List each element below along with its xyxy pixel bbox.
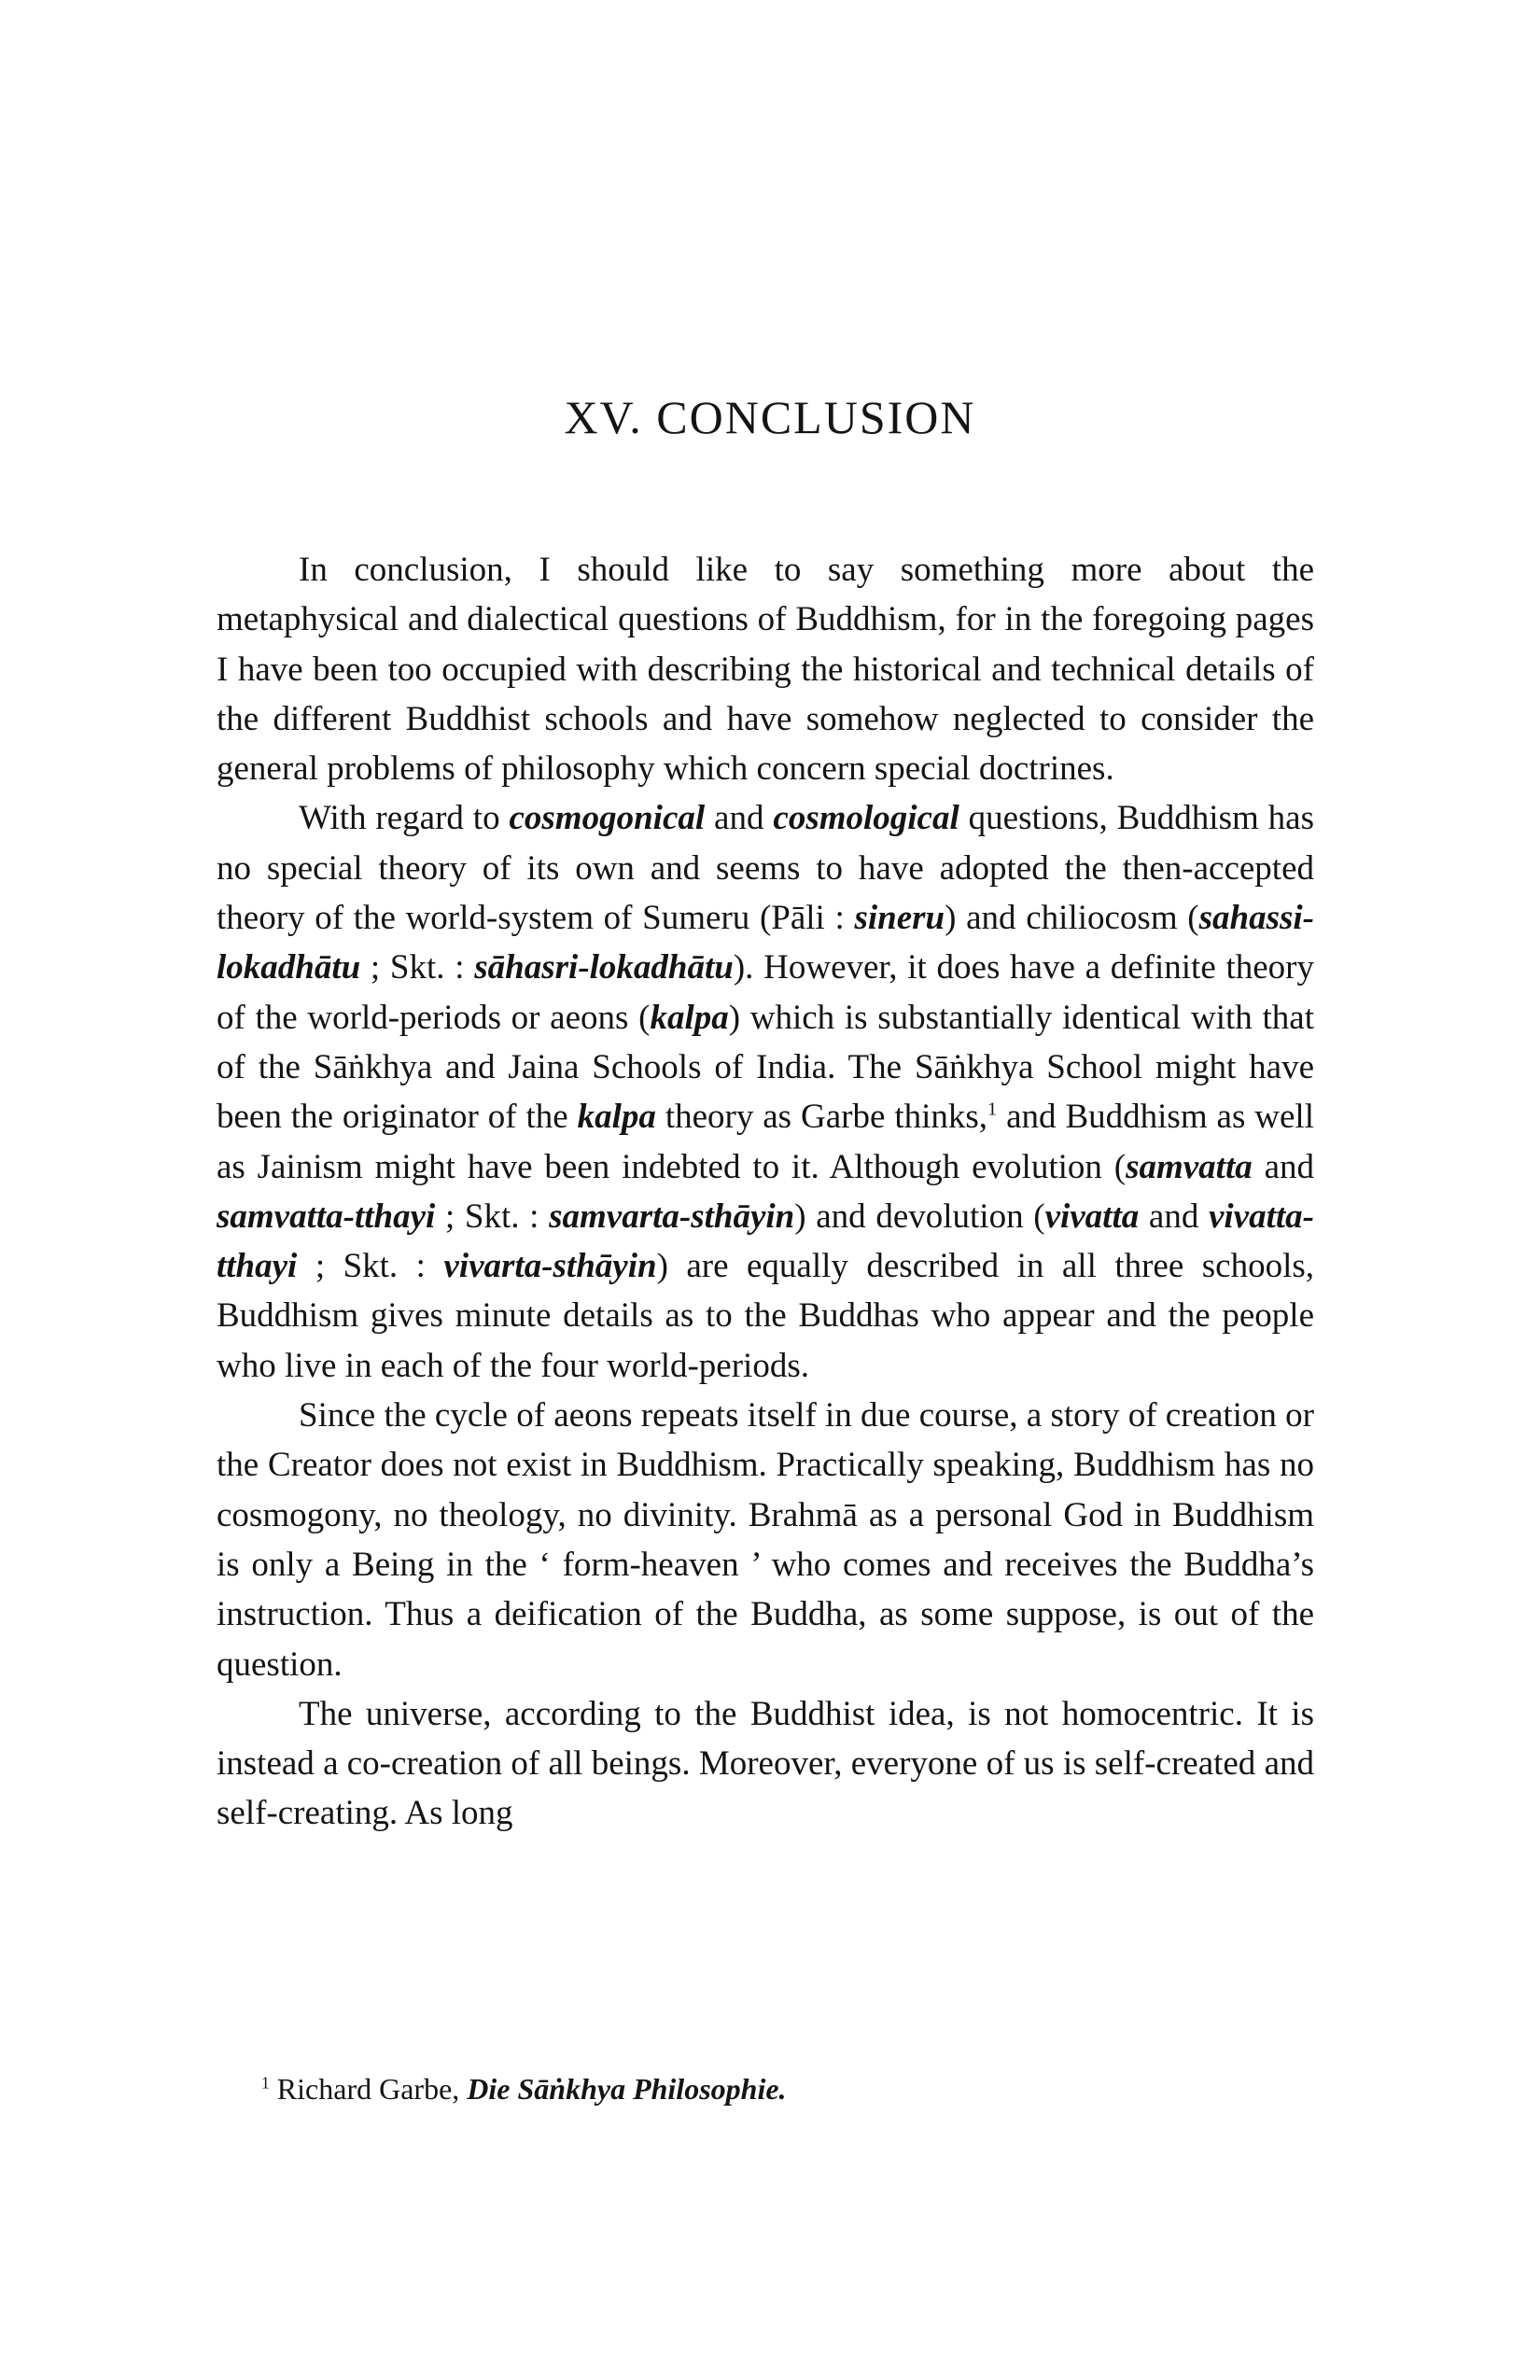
text-run: ) which is substantially identical with that of the Sāṅkhya and Jaina Schools of India. The Sāṅkhya School might have been the originator of the	[217, 998, 1314, 1137]
text-run: In conclusion, I should like to say something more about the metaphysical and dialectical questions of Buddhism, for in the foregoing pages I have been too occupied with describing the historical and technical details of the different Buddhist schools and have somehow neglected to consider the general problems of philosophy which concern special doctrines.	[217, 551, 1314, 789]
footnote	[261, 2070, 1288, 2107]
text-run: and	[1252, 1147, 1314, 1186]
text-run: ) and chiliocosm (	[945, 899, 1199, 938]
footnote-text	[270, 2072, 787, 2106]
chapter-title: XV. CONCLUSION	[564, 391, 976, 443]
italic-term: sāhasri-lokadhātu	[474, 948, 734, 987]
paragraph	[217, 1391, 1314, 1689]
italic-term: sahassi-lokadhātu	[217, 899, 1314, 987]
text-run: ) and devolution (	[794, 1197, 1045, 1236]
text-run: and Buddhism as well as Jainism might have been indebted to it. Although evolution (	[217, 1098, 1314, 1186]
text-run: theory as Garbe thinks,	[655, 1098, 988, 1137]
text-run: questions, Buddhism has no special theory of its own and seems to have adopted the then-accepted theory of the world-system of Sumeru (Pāli :	[217, 799, 1314, 938]
italic-term: Die Sāṅkhya Philosophie.	[467, 2072, 787, 2106]
text-run: Since the cycle of aeons repeats itself in due course, a story of creation or the Creator does not exist in Buddhism. Practically speaking, Buddhism has no cosmogony, no theology, no divinity. Brahmā as a personal God in Buddhism is only a Being in the ‘ form-heaven ’ who comes and receives the Buddha’s instruction. Thus a deification of the Buddha, as some suppose, is out of the question.	[217, 1396, 1314, 1684]
body-text	[217, 545, 1314, 1839]
paragraph	[217, 793, 1314, 1391]
text-run: The universe, according to the Buddhist idea, is not homocentric. It is instead a co-creation of all beings. Moreover, everyone of us is self-created and self-creating. As long	[217, 1694, 1314, 1833]
footnote-marker: 1	[261, 2073, 270, 2093]
text-run: Richard Garbe,	[269, 2072, 468, 2106]
text-run: ). However, it does have a definite theory of the world-periods or aeons (	[217, 948, 1315, 1037]
italic-term: vivarta-sthāyin	[443, 1247, 657, 1286]
text-run: With regard to	[299, 799, 510, 838]
italic-term: kalpa	[650, 998, 729, 1037]
italic-term: samvarta-sthāyin	[549, 1197, 795, 1236]
italic-term: vivatta	[1044, 1197, 1140, 1236]
italic-term: cosmological	[773, 799, 959, 838]
paragraph	[217, 1689, 1314, 1839]
italic-term: sineru	[854, 899, 945, 938]
text-run: ; Skt. :	[435, 1197, 550, 1236]
italic-term: vivatta-tthayi	[217, 1197, 1314, 1286]
text-run: ; Skt. :	[297, 1247, 444, 1286]
text-run: ) are equally described in all three schools, Buddhism gives minute details as to the Buddhas who appear and the people who live in each of the four world-periods.	[217, 1247, 1314, 1385]
paragraph	[217, 545, 1314, 793]
footnote-reference: 1	[987, 1099, 998, 1120]
italic-term: kalpa	[577, 1098, 656, 1137]
italic-term: samvatta-tthayi	[217, 1197, 436, 1236]
text-run: and	[1139, 1197, 1209, 1236]
text-run: ; Skt. :	[360, 948, 475, 987]
text-run: and	[705, 799, 774, 838]
italic-term: samvatta	[1126, 1147, 1253, 1186]
italic-term: cosmogonical	[509, 799, 706, 838]
